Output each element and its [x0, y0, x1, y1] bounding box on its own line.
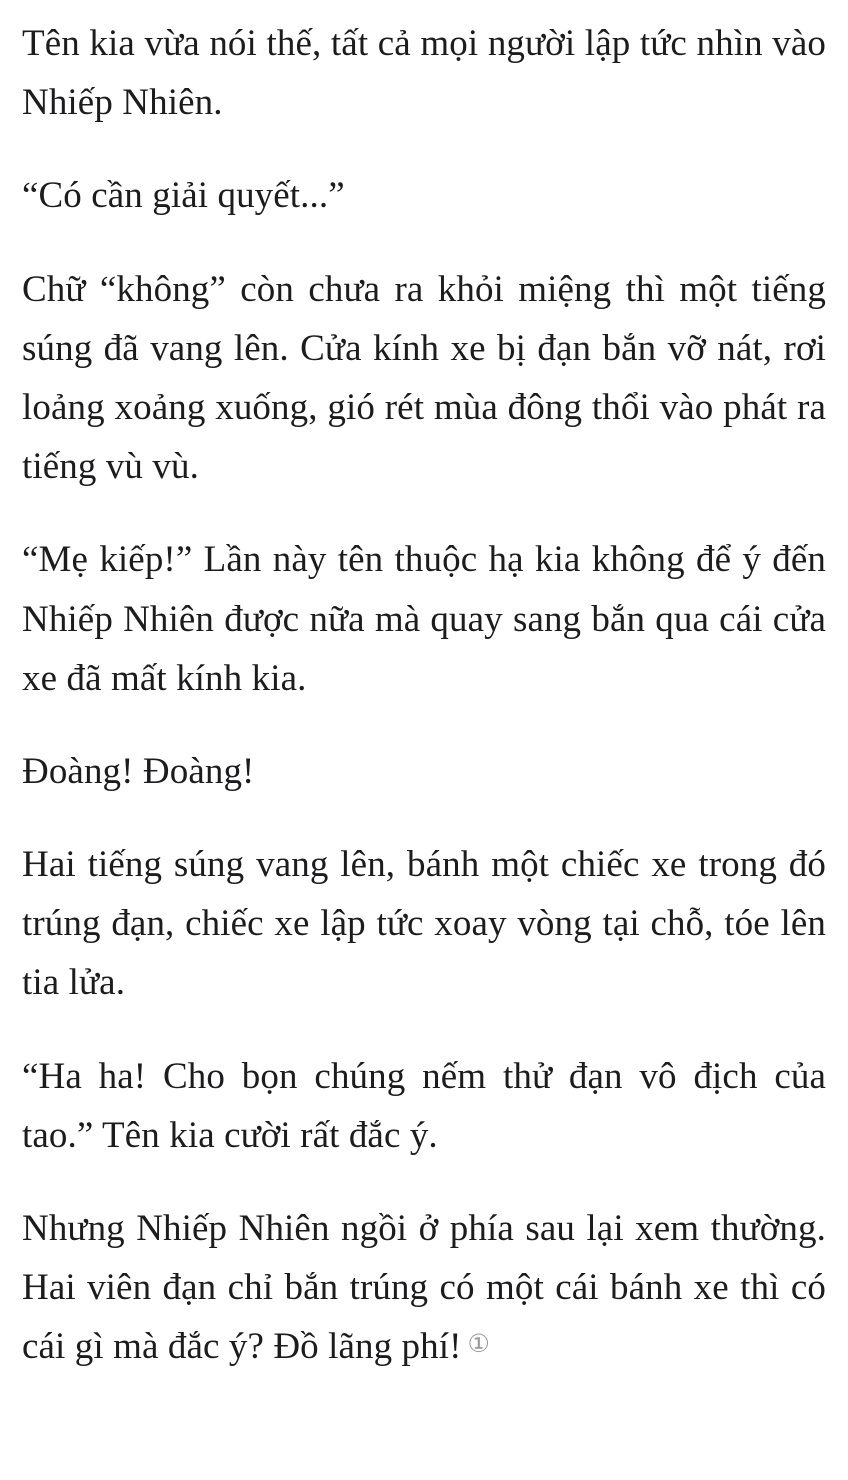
paragraph: “Có cần giải quyết...”: [22, 175, 345, 217]
paragraph: “Mẹ kiếp!” Lần này tên thuộc hạ kia không để ý đến Nhiếp Nhiên được nữa mà quay sang bắn qua cái cửa xe đã mất kính kia.: [22, 539, 826, 699]
paragraph: Tên kia vừa nói thế, tất cả mọi người lập tức nhìn vào Nhiếp Nhiên.: [22, 23, 826, 124]
paragraph: Chữ “không” còn chưa ra khỏi miệng thì một tiếng súng đã vang lên. Cửa kính xe bị đạn bắn vỡ nát, rơi loảng xoảng xuống, gió rét mùa đông thổi vào phát ra tiếng vù vù.: [22, 268, 826, 488]
footnote-marker[interactable]: ①: [467, 1329, 491, 1359]
paragraph-text: Nhưng Nhiếp Nhiên ngồi ở phía sau lại xem thường. Hai viên đạn chỉ bắn trúng có một cái bánh xe thì có cái gì mà đắc ý? Đồ lãng phí!: [22, 1208, 826, 1368]
paragraph: Hai tiếng súng vang lên, bánh một chiếc xe trong đó trúng đạn, chiếc xe lập tức xoay vòng tại chỗ, tóe lên tia lửa.: [22, 844, 826, 1004]
paragraph-with-footnote: [22, 1199, 826, 1377]
paragraph: “Ha ha! Cho bọn chúng nếm thử đạn vô địch của tao.” Tên kia cười rất đắc ý.: [22, 1055, 826, 1156]
paragraph: Đoàng! Đoàng!: [22, 750, 255, 792]
